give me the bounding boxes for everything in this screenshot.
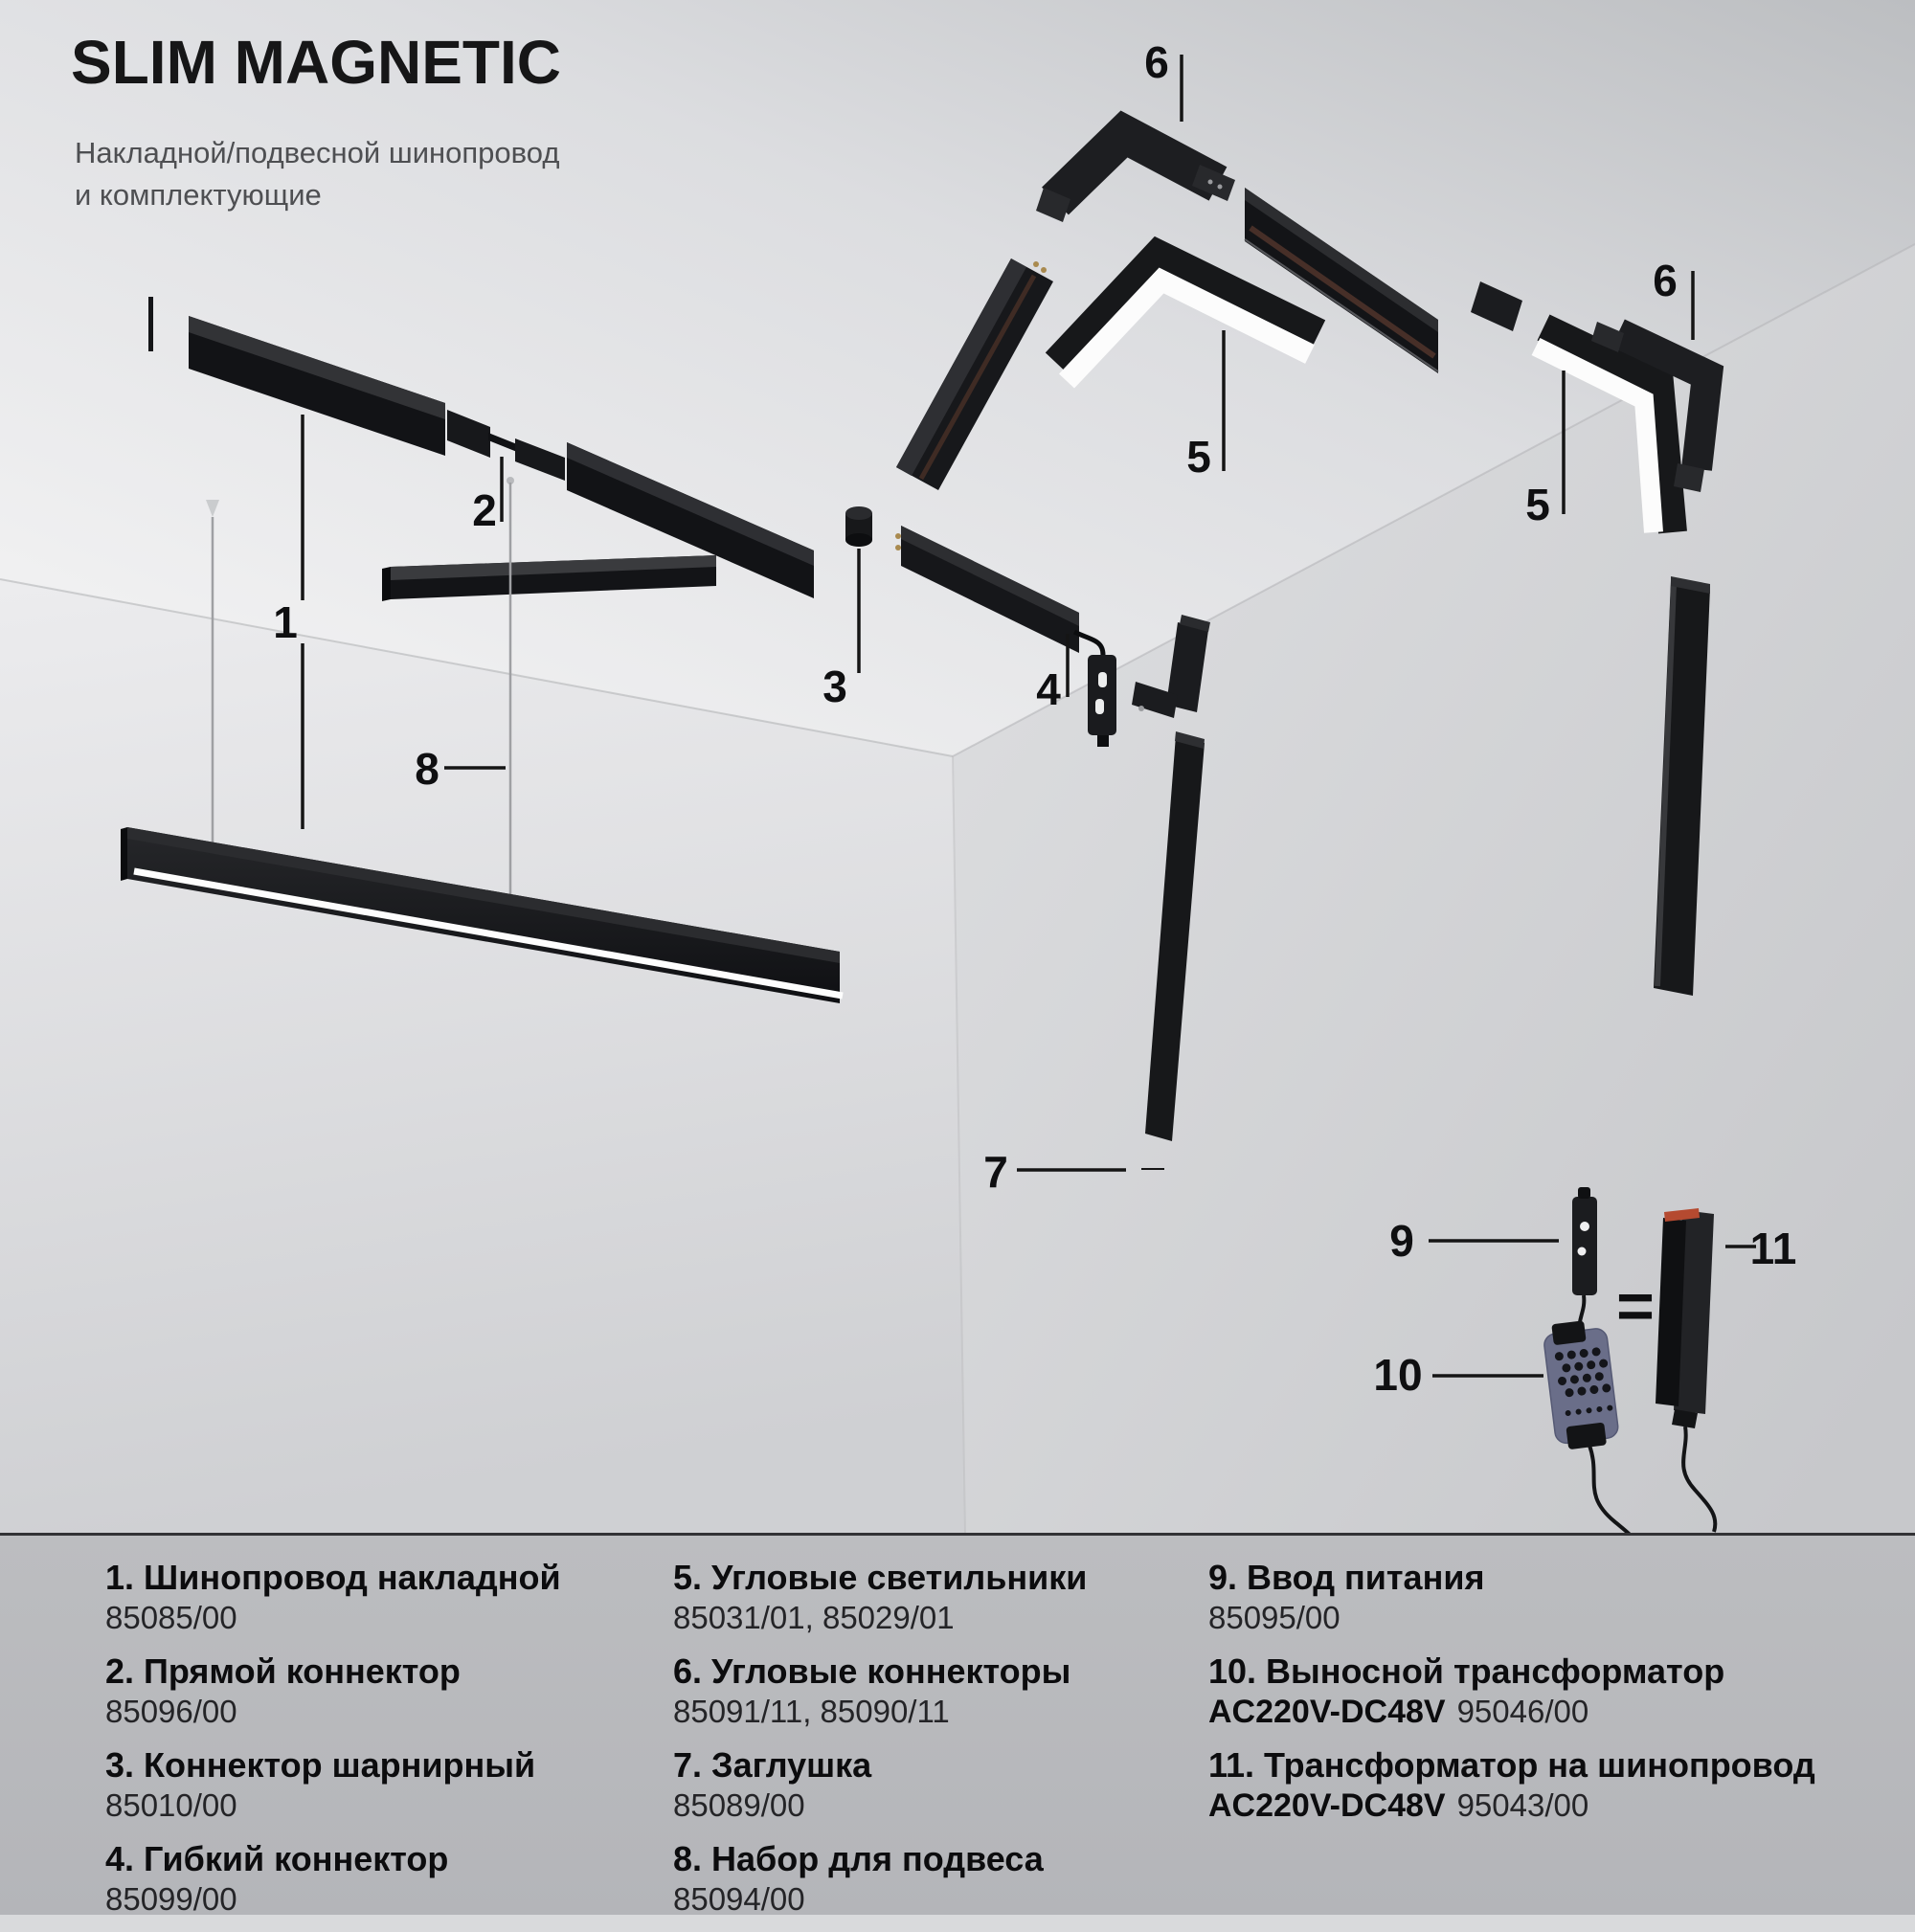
legend-item-3-title: 3. Коннектор шарнирный [105,1745,536,1785]
legend-item-10 [1208,1651,1815,1731]
legend-item-3 [105,1744,561,1825]
header [71,27,561,216]
legend-item-2-title: 2. Прямой коннектор [105,1651,461,1691]
legend-item-10-title: 10. Выносной трансформатор [1208,1651,1725,1691]
legend-item-8-title: 8. Набор для подвеса [673,1839,1044,1878]
legend-column-1 [105,1557,561,1932]
legend-item-1-code: 85085/00 [105,1600,237,1635]
legend-item-1-title: 1. Шинопровод накладной [105,1558,561,1597]
legend-item-9-title: 9. Ввод питания [1208,1558,1485,1597]
pendant-end-cap [121,827,127,881]
page-subtitle [75,132,561,216]
legend-item-7 [673,1744,1087,1825]
legend-item-11-voltage: AC220V-DC48V [1208,1787,1446,1824]
legend-item-11 [1208,1744,1815,1825]
callout-11-label: 11 [1749,1224,1797,1273]
legend-item-10-code-number: 95046/00 [1456,1694,1589,1729]
callout-6-right-label: 6 [1653,256,1678,305]
callout-5-right-label: 5 [1525,480,1550,529]
page-title: SLIM MAGNETIC [71,28,561,97]
callout-6-left-label: 6 [1144,37,1169,87]
callout-9-label: 9 [1389,1216,1414,1266]
callout-8-label: 8 [415,744,439,794]
tick-mark [148,297,153,351]
subtitle-line-2: и комплектующие [75,178,322,212]
legend-item-11-code [1208,1786,1815,1825]
legend-item-7-title: 7. Заглушка [673,1745,872,1785]
legend-item-10-voltage: AC220V-DC48V [1208,1694,1446,1730]
callout-3-label: 3 [822,662,847,711]
legend-item-5 [673,1557,1087,1637]
legend-column-3 [1208,1557,1815,1838]
legend-item-7-code: 85089/00 [673,1787,805,1823]
equals-sign: = [1616,1269,1655,1342]
legend-item-11-code-number: 95043/00 [1456,1787,1589,1823]
legend-item-6-title: 6. Угловые коннекторы [673,1651,1071,1691]
legend-item-2 [105,1651,561,1731]
legend-item-10-code [1208,1693,1815,1731]
callout-2-label: 2 [472,485,497,535]
callout-4-label: 4 [1036,664,1061,714]
legend-item-4-title: 4. Гибкий коннектор [105,1839,449,1878]
legend-item-6 [673,1651,1087,1731]
legend-item-8 [673,1838,1087,1919]
legend-item-2-code: 85096/00 [105,1694,237,1729]
subtitle-line-1: Накладной/подвесной шинопровод [75,136,560,169]
legend-item-1 [105,1557,561,1637]
callout-7-label: 7 [983,1147,1008,1197]
legend-item-11-title: 11. Трансформатор на шинопровод [1208,1745,1815,1785]
legend-item-9-code: 85095/00 [1208,1600,1340,1635]
legend [0,1533,1915,1915]
callout-10-label: 10 [1373,1350,1423,1400]
legend-item-6-code: 85091/11, 85090/11 [673,1694,950,1729]
callout-5-left-label: 5 [1186,432,1211,482]
legend-item-3-code: 85010/00 [105,1787,237,1823]
legend-item-8-code: 85094/00 [673,1881,805,1917]
legend-column-2 [673,1557,1087,1932]
hinge-connector [845,506,872,547]
legend-item-4 [105,1838,561,1919]
callout-1-label: 1 [273,597,298,647]
legend-item-4-code: 85099/00 [105,1881,237,1917]
legend-item-5-title: 5. Угловые светильники [673,1558,1088,1597]
legend-item-9 [1208,1557,1815,1637]
legend-item-5-code: 85031/01, 85029/01 [673,1600,955,1635]
